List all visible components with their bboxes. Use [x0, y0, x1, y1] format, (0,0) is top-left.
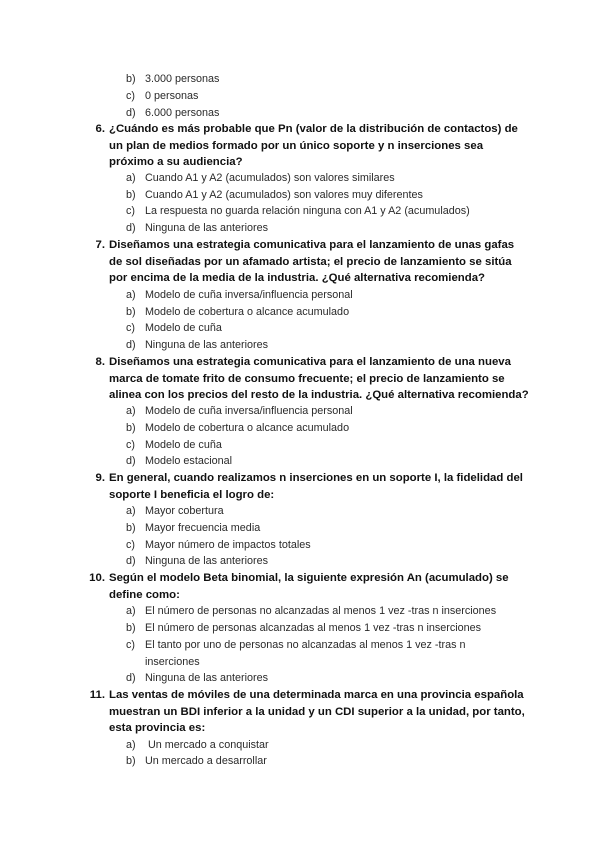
- question-text: ¿Cuándo es más probable que Pn (valor de la distribución de contactos) de un plan de medios formado por un único soporte y n inserciones sea próximo a su audiencia?: [109, 123, 518, 169]
- option-letter: c): [126, 539, 135, 551]
- question-number: 7.: [95, 239, 105, 251]
- option-text: Mayor frecuencia media: [145, 522, 261, 534]
- answer-option: [126, 620, 526, 637]
- answer-option: [126, 537, 526, 554]
- answer-option: [126, 170, 526, 187]
- question-6: [90, 121, 530, 171]
- option-letter: a): [126, 605, 136, 617]
- option-text: Un mercado a conquistar: [145, 739, 269, 751]
- answer-option: [126, 304, 526, 321]
- option-letter: c): [126, 205, 135, 217]
- answer-option: [126, 737, 526, 754]
- answer-option: [126, 287, 526, 304]
- answer-option: [126, 553, 526, 570]
- option-text: Modelo de cuña inversa/influencia personal: [145, 289, 353, 301]
- question-number: 10.: [89, 572, 105, 584]
- option-text: Un mercado a desarrollar: [145, 755, 267, 767]
- question-number: 8.: [95, 356, 105, 368]
- option-text: Cuando A1 y A2 (acumulados) son valores muy diferentes: [145, 189, 423, 201]
- question-number: 9.: [95, 472, 105, 484]
- answer-option: [126, 320, 526, 337]
- option-letter: d): [126, 222, 136, 234]
- question-number: 11.: [89, 689, 105, 701]
- answer-option: [126, 453, 526, 470]
- option-text: Modelo estacional: [145, 455, 233, 467]
- option-text: El número de personas no alcanzadas al menos 1 vez -tras n inserciones: [145, 605, 497, 617]
- option-letter: a): [126, 172, 136, 184]
- option-text: 3.000 personas: [145, 73, 220, 85]
- option-letter: b): [126, 306, 136, 318]
- answer-option: [126, 403, 526, 420]
- question-10: [90, 570, 530, 603]
- answer-option: [126, 637, 526, 654]
- option-text: Modelo de cuña: [145, 322, 222, 334]
- option-text-continuation: inserciones: [145, 655, 200, 668]
- option-text: 6.000 personas: [145, 107, 220, 119]
- option-letter: a): [126, 739, 136, 751]
- option-text: Modelo de cuña: [145, 439, 222, 451]
- answer-option: [126, 71, 526, 88]
- answer-option: [126, 437, 526, 454]
- question-8: [90, 354, 530, 404]
- option-letter: b): [126, 755, 136, 767]
- question-text: Diseñamos una estrategia comunicativa para el lanzamiento de unas gafas de sol diseñadas por un afamado artista; el precio de lanzamiento se sitúa por encima de la media de la industria. ¿Qué alternativa recomienda?: [109, 239, 515, 285]
- answer-option: [126, 220, 526, 237]
- answer-option: [126, 503, 526, 520]
- option-letter: a): [126, 405, 136, 417]
- option-letter: d): [126, 339, 136, 351]
- option-letter: b): [126, 522, 136, 534]
- option-letter: b): [126, 622, 136, 634]
- option-letter: d): [126, 455, 136, 467]
- option-text: Cuando A1 y A2 (acumulados) son valores similares: [145, 172, 395, 184]
- option-text: Mayor cobertura: [145, 505, 224, 517]
- answer-option: [126, 420, 526, 437]
- option-text: Modelo de cuña inversa/influencia personal: [145, 405, 353, 417]
- option-letter: c): [126, 639, 135, 651]
- option-letter: c): [126, 90, 135, 102]
- option-text: 0 personas: [145, 90, 199, 102]
- answer-option: [126, 187, 526, 204]
- option-text: La respuesta no guarda relación ninguna con A1 y A2 (acumulados): [145, 205, 470, 217]
- answer-option: [126, 337, 526, 354]
- option-letter: c): [126, 322, 135, 334]
- option-letter: a): [126, 505, 136, 517]
- answer-option: [126, 520, 526, 537]
- option-letter: a): [126, 289, 136, 301]
- question-text: Según el modelo Beta binomial, la siguiente expresión An (acumulado) se define como:: [109, 572, 509, 601]
- answer-option: [126, 603, 526, 620]
- option-letter: c): [126, 439, 135, 451]
- option-text: El número de personas alcanzadas al menos 1 vez -tras n inserciones: [145, 622, 482, 634]
- option-text: Modelo de cobertura o alcance acumulado: [145, 306, 350, 318]
- question-9: [90, 470, 530, 503]
- option-text: Ninguna de las anteriores: [145, 555, 269, 567]
- option-text: Ninguna de las anteriores: [145, 222, 269, 234]
- option-text: Mayor número de impactos totales: [145, 539, 311, 551]
- option-text: Ninguna de las anteriores: [145, 672, 269, 684]
- option-letter: d): [126, 672, 136, 684]
- question-11: [90, 687, 530, 737]
- question-text: En general, cuando realizamos n inserciones en un soporte I, la fidelidad del soporte I beneficia el logro de:: [109, 472, 523, 501]
- answer-option: [126, 753, 526, 770]
- answer-option: [126, 670, 526, 687]
- option-letter: b): [126, 73, 136, 85]
- option-text: Ninguna de las anteriores: [145, 339, 269, 351]
- answer-option: [126, 88, 526, 105]
- question-text: Las ventas de móviles de una determinada marca en una provincia española muestran un BDI inferior a la unidad y un CDI superior a la unidad, por tanto, esta provincia es:: [109, 689, 525, 735]
- option-text: Modelo de cobertura o alcance acumulado: [145, 422, 350, 434]
- answer-option: [126, 105, 526, 122]
- option-text: El tanto por uno de personas no alcanzadas al menos 1 vez -tras n: [145, 639, 466, 651]
- option-letter: b): [126, 422, 136, 434]
- option-letter: b): [126, 189, 136, 201]
- answer-option: [126, 203, 526, 220]
- option-letter: d): [126, 555, 136, 567]
- question-text: Diseñamos una estrategia comunicativa para el lanzamiento de una nueva marca de tomate frito de consumo frecuente; el precio de lanzamiento se alinea con los precios del resto de la industria. ¿Qué alternativa recomienda?: [109, 356, 529, 402]
- question-7: [90, 237, 530, 287]
- option-letter: d): [126, 107, 136, 119]
- question-number: 6.: [95, 123, 105, 135]
